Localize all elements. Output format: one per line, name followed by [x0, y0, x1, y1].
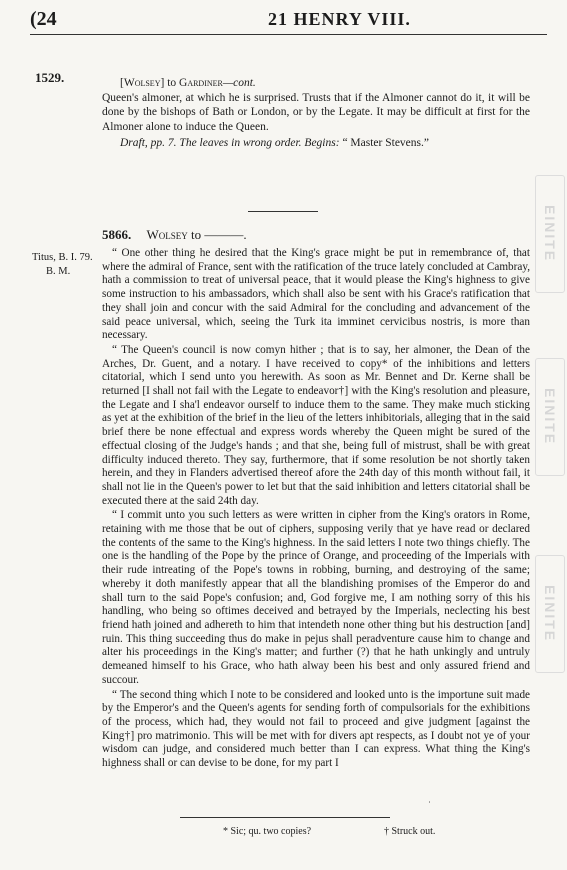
footnote-1: * Sic; qu. two copies?: [223, 826, 312, 837]
watermark-stamp: EINITE: [535, 555, 565, 673]
entry-author: Wolsey: [146, 227, 188, 242]
year-marker: 1529.: [35, 70, 65, 85]
entry-number: 5866.: [102, 227, 132, 242]
previous-entry-text: Queen's almoner, at which he is surprised. Trusts that if the Almoner cannot do it, it will be done by the bishops of Bath or London, or by the Legate. It may be difficult at first for the Almoner alone to induce the Queen.: [102, 91, 530, 133]
entry-paragraph: “ One other thing he desired that the King's grace might be put in remembrance of, that where the admiral of France, sent with the ratification of the truce lately concluded at Cambray, hath a commission to treat of universal peace, that it would please the King's highness to give some instruction to his ambassadors, which shall also be sent with his Grace's ratification that they shall join and concur with the said Admiral for the concluding and advancement of the said peace universal, which, seeing the Turk ita imminet cervicibus nostris, is more than necessary.: [102, 247, 530, 342]
page-header: [30, 6, 547, 35]
footnote-2: † Struck out.: [384, 826, 436, 837]
entry-recipient: to ———.: [187, 227, 247, 242]
stray-mark: ˙: [428, 800, 431, 810]
running-head: 21 HENRY VIII.: [268, 9, 411, 29]
previous-entry-title: [Wolsey] to Gardiner—cont.: [120, 77, 256, 89]
draft-note: Draft, pp. 7. The leaves in wrong order. Begins: “ Master Stevens.”: [120, 137, 429, 149]
watermark-stamp: EINITE: [535, 175, 565, 293]
entry-paragraph: “ The second thing which I note to be considered and looked unto is the importune suit made by the Emperor's and the Queen's agents for sending forth of compulsorials for the exhibitions of the process, which had, they would not fail to proceed and give judgment [against the King†] pro matrimonio. This will be met with for divers apt respects, as I doubt not ye of your wisdom can judge, and considered much better than I can express. What thing the King's highness shall or can devise to be done, for my part I: [102, 688, 530, 770]
page-number: (24: [30, 8, 57, 30]
footnote-rule: [180, 817, 390, 818]
margin-reference: Titus, B. I. 79. B. M.: [32, 252, 93, 277]
entry-body: [102, 247, 530, 771]
watermark-stamp: EINITE: [535, 358, 565, 476]
entry-paragraph: “ I commit unto you such letters as were written in cipher from the King's orators in Rome, retaining with me those that be out of ciphers, supposing verily that ye have read or declared the contents of the same to the King's highness. In the said letters I note two things chiefly. The one is the handling of the Pope by the prince of Orange, and proceeding of the Imperials with their rude intreating of the Pope's towns in robbing, burning, and destroying of the same; whereby it doth manifestly appear that all the blandishing promises of the Emperor do and shall turn to the said Pope's confusion; and, God forgive me, I am nothing sorry of this his handling, who being so oftimes deceived and betrayed by the Imperials, neclecting his best friend hath joined and adhereth to him that intendeth none other thing but his destruction [and] ruin. This thing succeeding thus do make in pejus shall peradventure cause him to change and alter his proceedings in the King's matter; and further (?) that he hath unkingly and untruly demeaned himself to his Grace, who hath alway been his best and only assured friend and succour.: [102, 509, 530, 686]
previous-entry-continuation: [102, 76, 530, 151]
entry-heading: [102, 227, 247, 243]
entry-separator: [248, 211, 318, 212]
entry-paragraph: “ The Queen's council is now comyn hither ; that is to say, her almoner, the Dean of the Arches, Dr. Guent, and a notary. I have received to copy* of the inhibitions and letters citatorial, which I send unto you herewith. As soon as Mr. Bennet and Dr. Kerne shall be returned [I shall not fail with the Legate to endeavor†] with the King's resolution and pleasure, the Legate and I sha'l endeavor ourself to induce them to the same. They make much sticking as yet at the exhibition of the brief in the lieu of the letters inhibitorials, alleging that in the said brief there be none effectual and express words whereby the Queen might be sured of the effectual closing of the Judge's hands ; and that she, being full of mistrust, shall be with great difficulty induced thereto. They say, furthermore, that if some resolution be not shortly taken herein, and they in Flanders advertised thereof afore the 24th day of this month without fail, it shall not lie in the Queen's power to let but that the said inhibition and letters citatorial shall be executed there at the said 24th day.: [102, 343, 530, 507]
